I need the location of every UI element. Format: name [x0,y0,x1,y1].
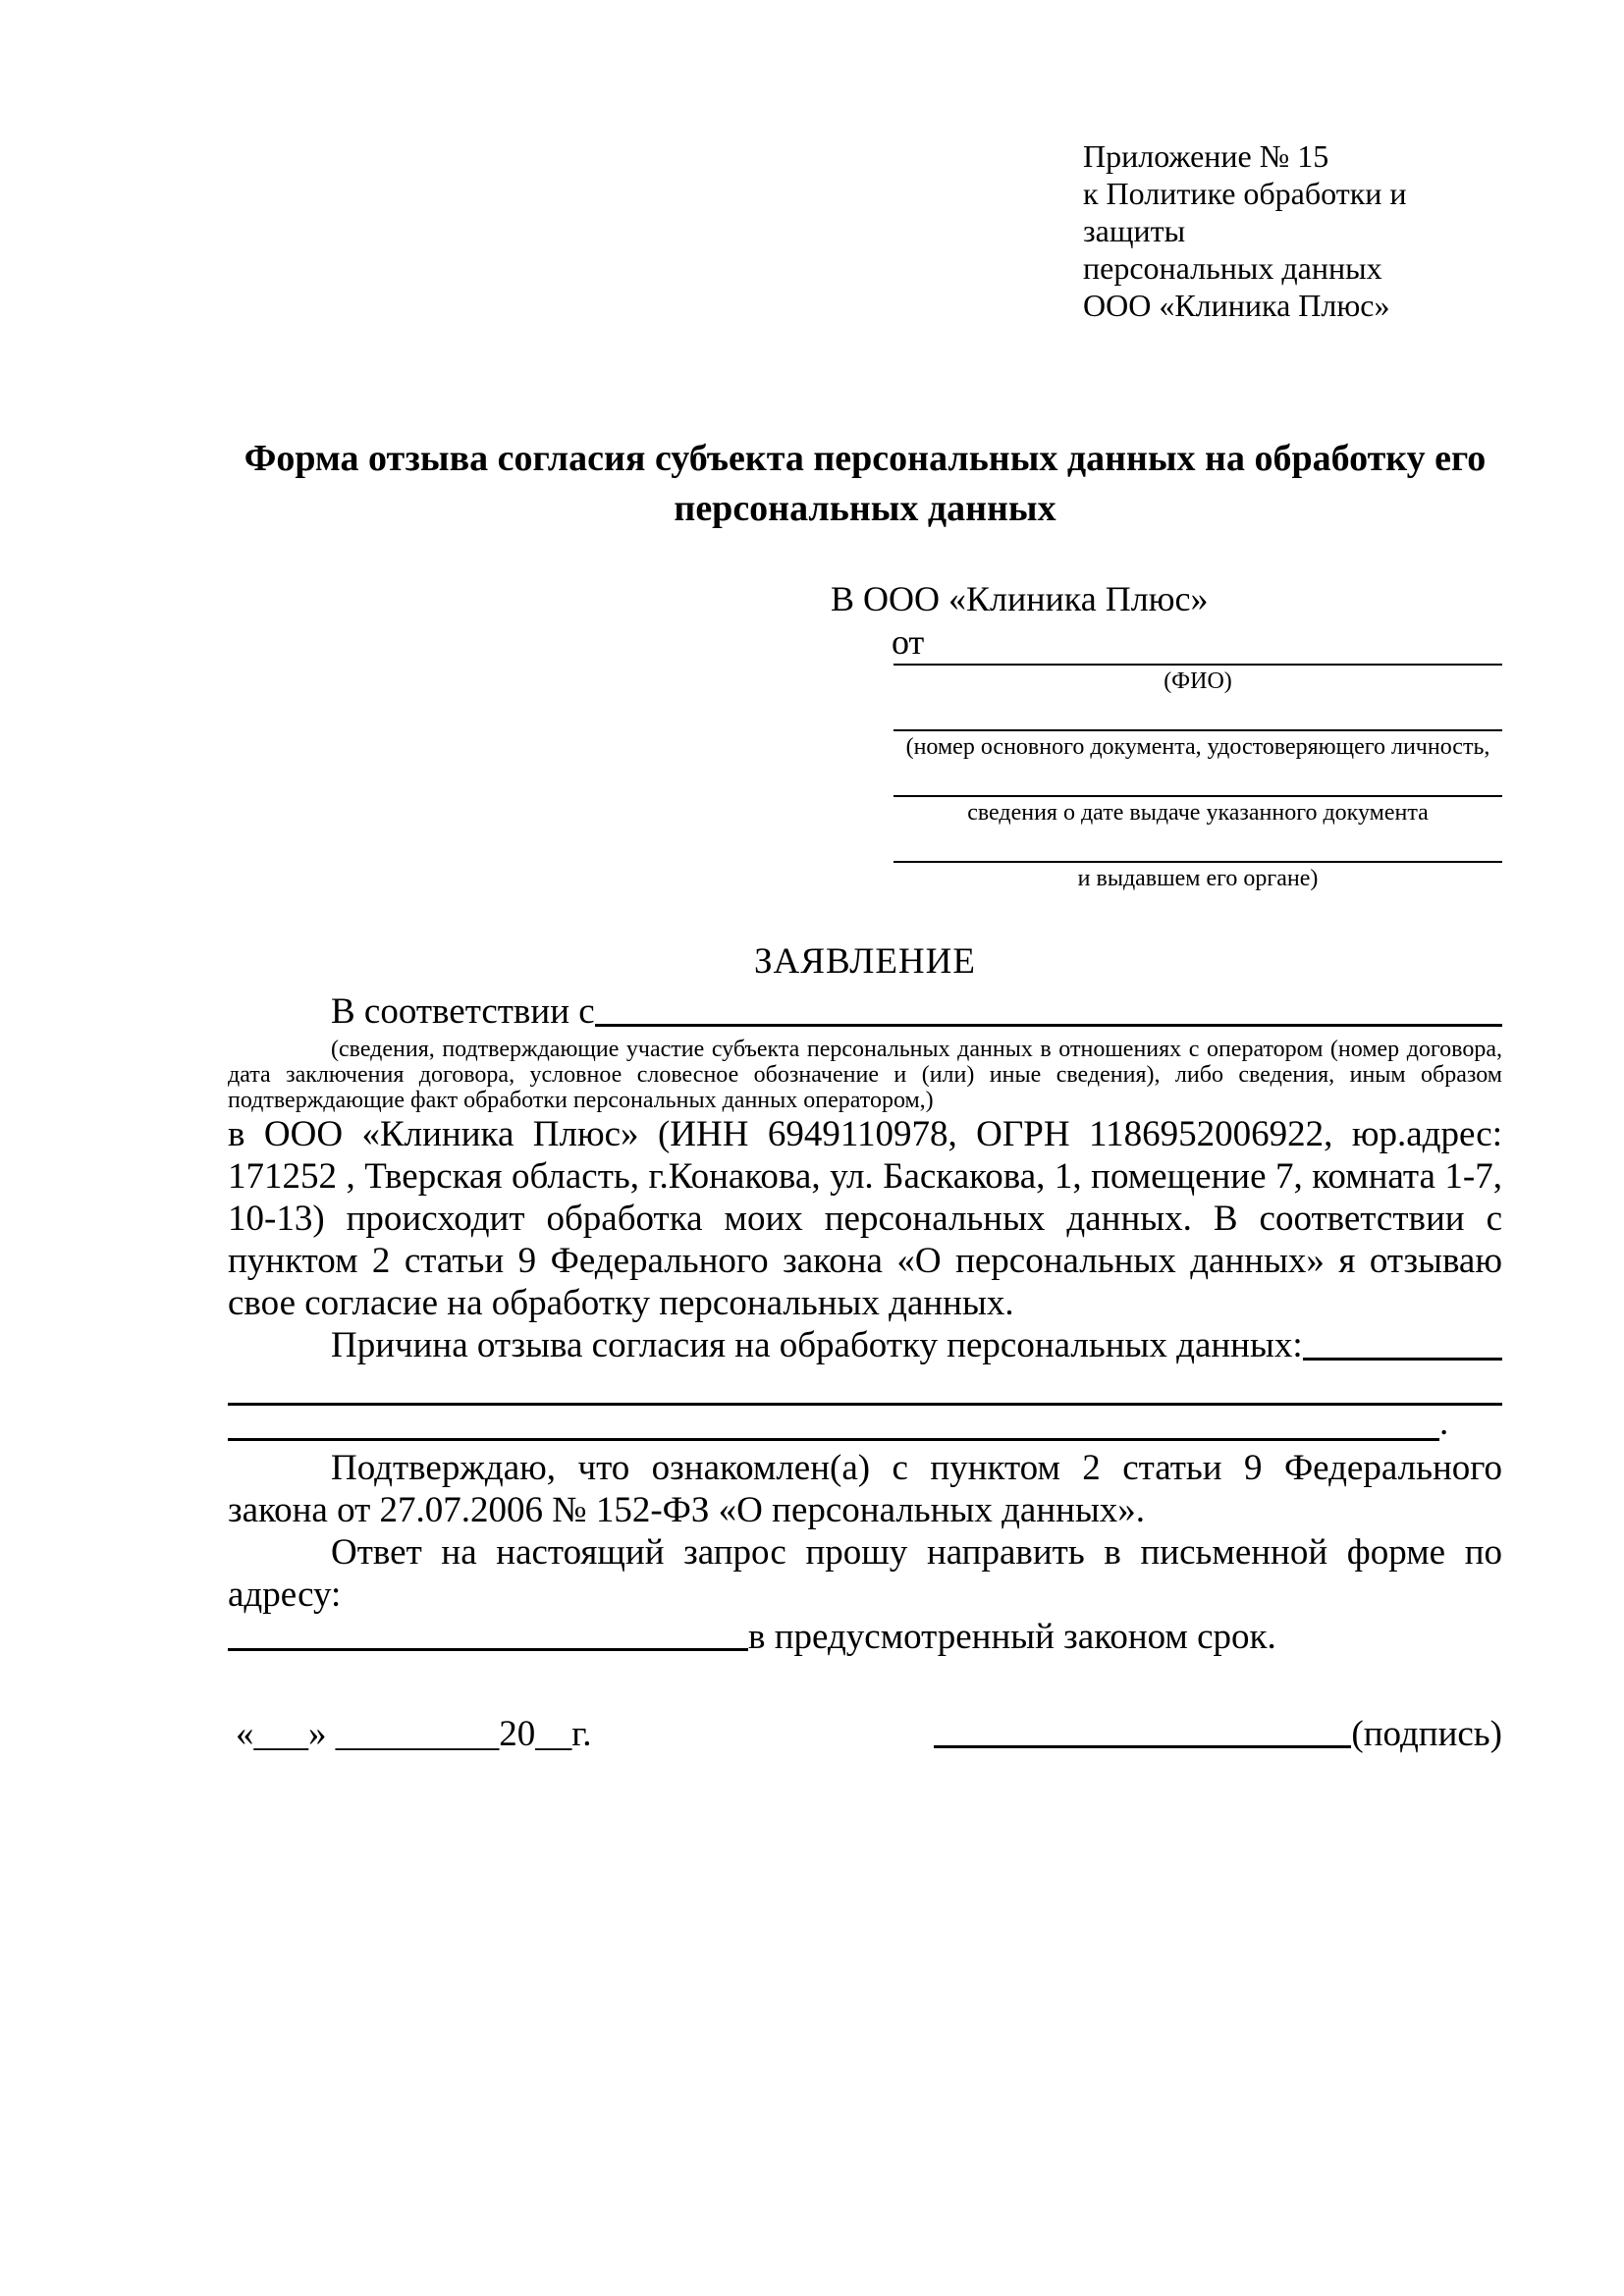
reason-fill-line-3[interactable] [228,1406,1439,1441]
addressee-from-label: от [892,622,925,662]
signature-block [934,1713,1502,1755]
signature-fill-line[interactable] [934,1745,1351,1748]
appendix-header [1083,137,1502,324]
addressee-to: В ООО «Клиника Плюс» [831,579,1209,618]
intro-prefix: В соответствии с [331,991,595,1032]
reason-fill-line-1[interactable] [1303,1324,1502,1361]
page-title: Форма отзыва согласия субъекта персональных данных на обработку его персональных данных [244,438,1487,529]
statement-heading: ЗАЯВЛЕНИЕ [754,941,976,982]
appendix-policy-line-2: персональных данных [1083,250,1382,286]
document-number-field [893,729,1502,760]
appendix-policy-line: к Политике обработки и защиты [1083,176,1407,248]
basis-fill-line[interactable] [595,990,1502,1027]
fio-field [893,664,1502,694]
issue-date-caption: сведения о дате выдаче указанного документа [967,800,1429,826]
document-number-caption: (номер основного документа, удостоверяющего личность, [905,734,1490,760]
fio-caption: (ФИО) [1164,668,1232,694]
company-name: ООО «Клиника Плюс» [1083,288,1390,323]
statement-body: в ООО «Клиника Плюс» (ИНН 6949110978, ОГРН 1186952006922, юр.адрес: 171252 , Тверская область, г.Конакова, ул. Баскакова, 1, помещение 7, комната 1-7, 10-13) происходит обработка моих персональных данных. В соответствии с пунктом 2 статьи 9 Федерального закона «О персональных данных» я отзываю свое согласие на обработку персональных данных. [228,1114,1502,1323]
appendix-number: Приложение № 15 [1083,138,1329,174]
confirmation-paragraph: Подтверждаю, что ознакомлен(а) с пунктом 2 статьи 9 Федерального закона от 27.07.2006 № 152-ФЗ «О персональных данных». [228,1448,1502,1530]
reply-address-row [228,1616,1502,1658]
reply-paragraph: Ответ на настоящий запрос прошу направить в письменной форме по адресу: [228,1532,1502,1615]
basis-footnote: (сведения, подтверждающие участие субъекта персональных данных в отношениях с оператором (номер договора, дата заключения договора, условное словесное обозначение и (или) иные сведения), либо сведения, иным образом подтверждающие факт обработки персональных данных оператором,) [228,1037,1502,1113]
date-fill-template[interactable]: «___» _________20__г. [236,1714,592,1754]
fill-line-terminator: . [1439,1403,1449,1443]
reason-prefix: Причина отзыва согласия на обработку персональных данных: [331,1325,1303,1365]
addressee-block [831,577,1502,891]
reason-row [228,1324,1502,1366]
issuing-authority-caption: и выдавшем его органе) [1077,866,1319,891]
reply-suffix: в предусмотренный законом срок. [748,1617,1276,1657]
reason-fill-row-3 [228,1403,1502,1443]
issuing-authority-field [893,861,1502,891]
reason-fill-line-2[interactable] [228,1366,1502,1406]
address-fill-line[interactable] [228,1648,748,1651]
issue-date-field [893,795,1502,826]
signature-row [228,1713,1502,1755]
intro-row [228,990,1502,1033]
signature-caption: (подпись) [1351,1714,1502,1754]
